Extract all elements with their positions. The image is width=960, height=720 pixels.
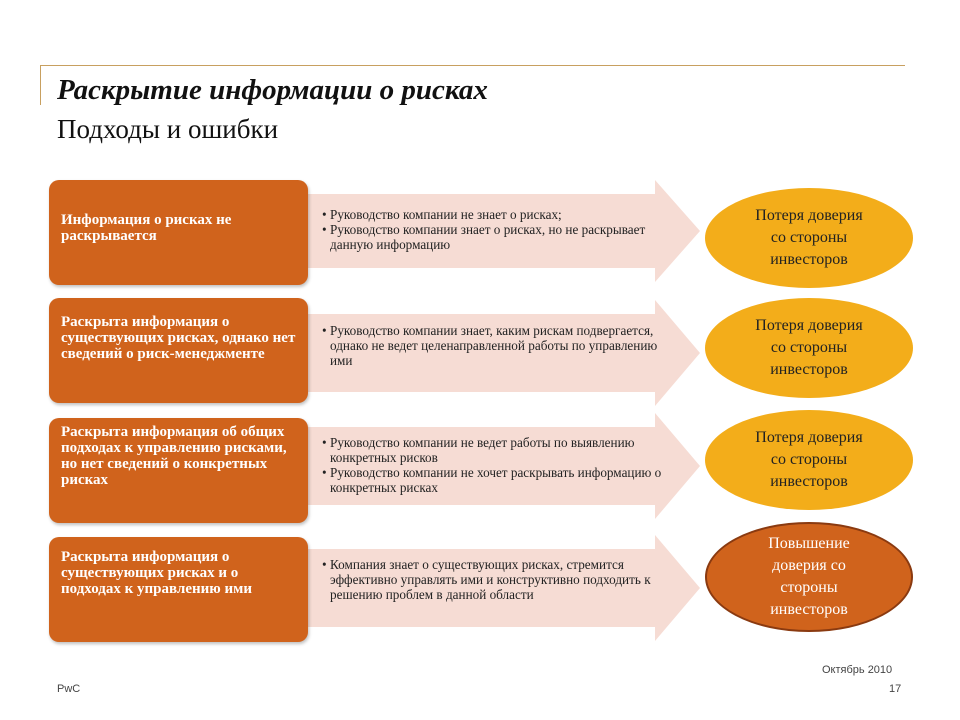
bullet-item: • Руководство компании знает о рисках, но не раскрывает данную информацию [322, 222, 667, 252]
approach-box-3 [49, 418, 308, 523]
outcome-label: Повышение доверия со стороны инвесторов [768, 535, 850, 618]
header-rule-left [40, 65, 41, 105]
approach-box-4 [49, 537, 308, 642]
bullet-list-3 [322, 435, 667, 495]
approach-box-2 [49, 298, 308, 403]
approach-label: Раскрыта информация о существующих рисках и о подходах к управлению ими [61, 549, 252, 597]
page-number: 17 [889, 683, 902, 695]
bullet-item: • Компания знает о существующих рисках, стремится эффективно управлять ими и конструктивно подходить к решению проблем в данной области [322, 557, 667, 602]
outcome-label: Потеря доверия со стороны инвесторов [755, 429, 863, 490]
approach-box-1 [49, 180, 308, 285]
header-rule [40, 65, 905, 66]
footer-date: Октябрь 2010 [822, 664, 893, 676]
outcome-oval-2 [705, 298, 913, 398]
approach-label: Информация о рисках не раскрывается [61, 212, 232, 244]
approach-label: Раскрыта информация о существующих рисках, однако нет сведений о риск-менеджменте [61, 314, 296, 362]
outcome-oval-4 [705, 522, 913, 632]
bullet-list-2 [322, 323, 667, 368]
bullet-list-4 [322, 557, 667, 602]
footer-company: PwC [57, 683, 81, 695]
bullet-list-1 [322, 207, 667, 252]
slide-title: Раскрытие информации о рисках [57, 74, 488, 106]
outcome-oval-1 [705, 188, 913, 288]
outcome-label: Потеря доверия со стороны инвесторов [755, 207, 863, 268]
bullet-item: • Руководство компании не хочет раскрывать информацию о конкретных рисках [322, 465, 667, 495]
outcome-oval-3 [705, 410, 913, 510]
bullet-item: • Руководство компании не ведет работы по выявлению конкретных рисков [322, 435, 667, 465]
approach-label: Раскрыта информация об общих подходах к управлению рисками, но нет сведений о конкретных рисках [61, 424, 287, 488]
bullet-item: • Руководство компании знает, каким рискам подвергается, однако не ведет целенаправленной работы по управлению ими [322, 323, 667, 368]
outcome-label: Потеря доверия со стороны инвесторов [755, 317, 863, 378]
slide-subtitle: Подходы и ошибки [57, 114, 279, 144]
bullet-item: • Руководство компании не знает о рисках; [322, 207, 667, 222]
